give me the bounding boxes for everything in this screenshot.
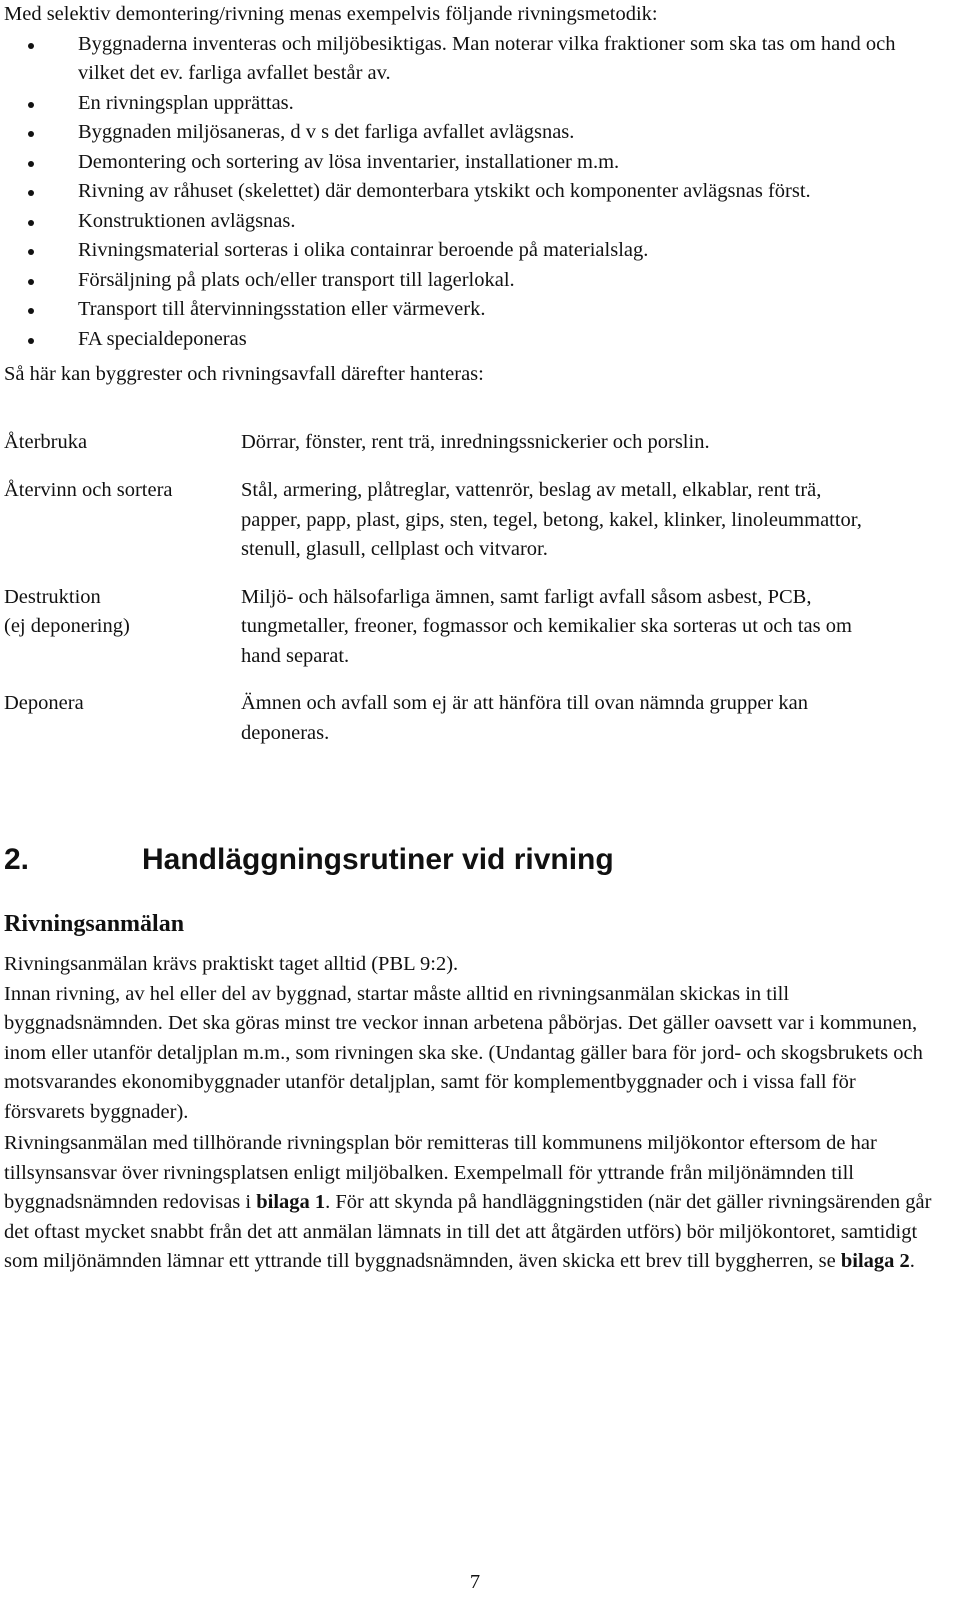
handling-row	[4, 583, 934, 672]
handling-category: Destruktion (ej deponering)	[4, 585, 130, 637]
method-step: Rivningsmaterial sorteras i olika containrar beroende på materialslag.	[4, 236, 934, 266]
section-heading	[4, 842, 934, 878]
subsection-heading: Rivningsanmälan	[4, 911, 185, 937]
handling-description: Stål, armering, plåtreglar, vattenrör, beslag av metall, elkablar, rent trä, papper, papp, plast, gips, sten, tegel, betong, kakel, klinker, linoleummattor, stenull, glasull, cellplast och vitvaror.	[241, 479, 862, 560]
page-number: 7	[469, 1571, 481, 1593]
handling-category: Återvinn och sortera	[4, 479, 173, 501]
method-step: Rivning av råhuset (skelettet) där demonterbara ytskikt och komponenter avlägsnas först.	[4, 177, 934, 207]
handling-row	[4, 476, 934, 565]
method-step: Byggnaderna inventeras och miljöbesiktigas. Man noterar vilka fraktioner som ska tas om hand och vilket det ev. farliga avfallet består av.	[4, 30, 934, 89]
handling-description: Miljö- och hälsofarliga ämnen, samt farligt avfall såsom asbest, PCB, tungmetaller, freoner, fogmassor och kemikalier ska sorteras ut och tas om hand separat.	[241, 585, 852, 667]
handling-description: Dörrar, fönster, rent trä, inredningssnickerier och porslin.	[241, 430, 710, 453]
method-step: Konstruktionen avlägsnas.	[4, 207, 934, 237]
section-number: 2.	[4, 843, 30, 876]
paragraph: Rivningsanmälan krävs praktiskt taget alltid (PBL 9:2).	[4, 953, 459, 975]
handling-row	[4, 428, 934, 458]
appendix-reference: bilaga 1	[256, 1191, 326, 1213]
paragraph: Innan rivning, av hel eller del av byggnad, startar måste alltid en rivningsanmälan skickas in till byggnadsnämnden. Det ska göras minst tre veckor innan arbetena påbörjas. Det gäller oavsett var i kommunen, inom eller utanför detaljplan m.m., som rivningen ska ske. (Undantag gäller bara för jord- och skogsbrukets och motsvarandes ekonomibyggnader utanför detaljplan, samt för komplementbyggnader och i vissa fall för försvarets byggnader).	[4, 982, 923, 1123]
handling-category: Återbruka	[4, 430, 88, 453]
appendix-reference: bilaga 2	[840, 1250, 910, 1272]
paragraph: Rivningsanmälan med tillhörande rivningsplan bör remitteras till kommunens miljökontor eftersom de har tillsynsansvar över rivningsplatsen enligt miljöbalken. Exempelmall för yttrande från miljönämnden till byggnadsnämnden redovisas i bilaga 1. För att skynda på handläggningstiden (när det gäller rivningsärenden går det oftast mycket snabbt från det att anmälan lämnats in till det att åtgärden utförs) bör miljökontoret, samtidigt som miljönämnden lämnar ett yttrande till byggnadsnämnden, även skicka ett brev till byggherren, se bilaga 2.	[4, 1132, 932, 1272]
handling-description: Ämnen och avfall som ej är att hänföra till ovan nämnda grupper kan deponeras.	[241, 692, 808, 744]
method-list	[4, 30, 934, 355]
method-step: En rivningsplan upprättas.	[4, 89, 934, 119]
method-step: Byggnaden miljösaneras, d v s det farliga avfallet avlägsnas.	[4, 118, 934, 148]
handling-row	[4, 689, 934, 748]
handling-table	[4, 428, 934, 749]
method-step: Transport till återvinningsstation eller värmeverk.	[4, 295, 934, 325]
handling-category: Deponera	[4, 692, 84, 714]
method-step: Demontering och sortering av lösa inventarier, installationer m.m.	[4, 148, 934, 178]
intro-text: Med selektiv demontering/rivning menas exempelvis följande rivningsmetodik:	[4, 3, 658, 25]
body-text	[4, 950, 934, 1277]
method-step: FA specialdeponeras	[4, 325, 934, 355]
handling-lead-text: Så här kan byggrester och rivningsavfall därefter hanteras:	[4, 363, 484, 385]
document-page	[4, 0, 934, 1593]
section-title: Handläggningsrutiner vid rivning	[142, 843, 614, 876]
method-step: Försäljning på plats och/eller transport till lagerlokal.	[4, 266, 934, 296]
